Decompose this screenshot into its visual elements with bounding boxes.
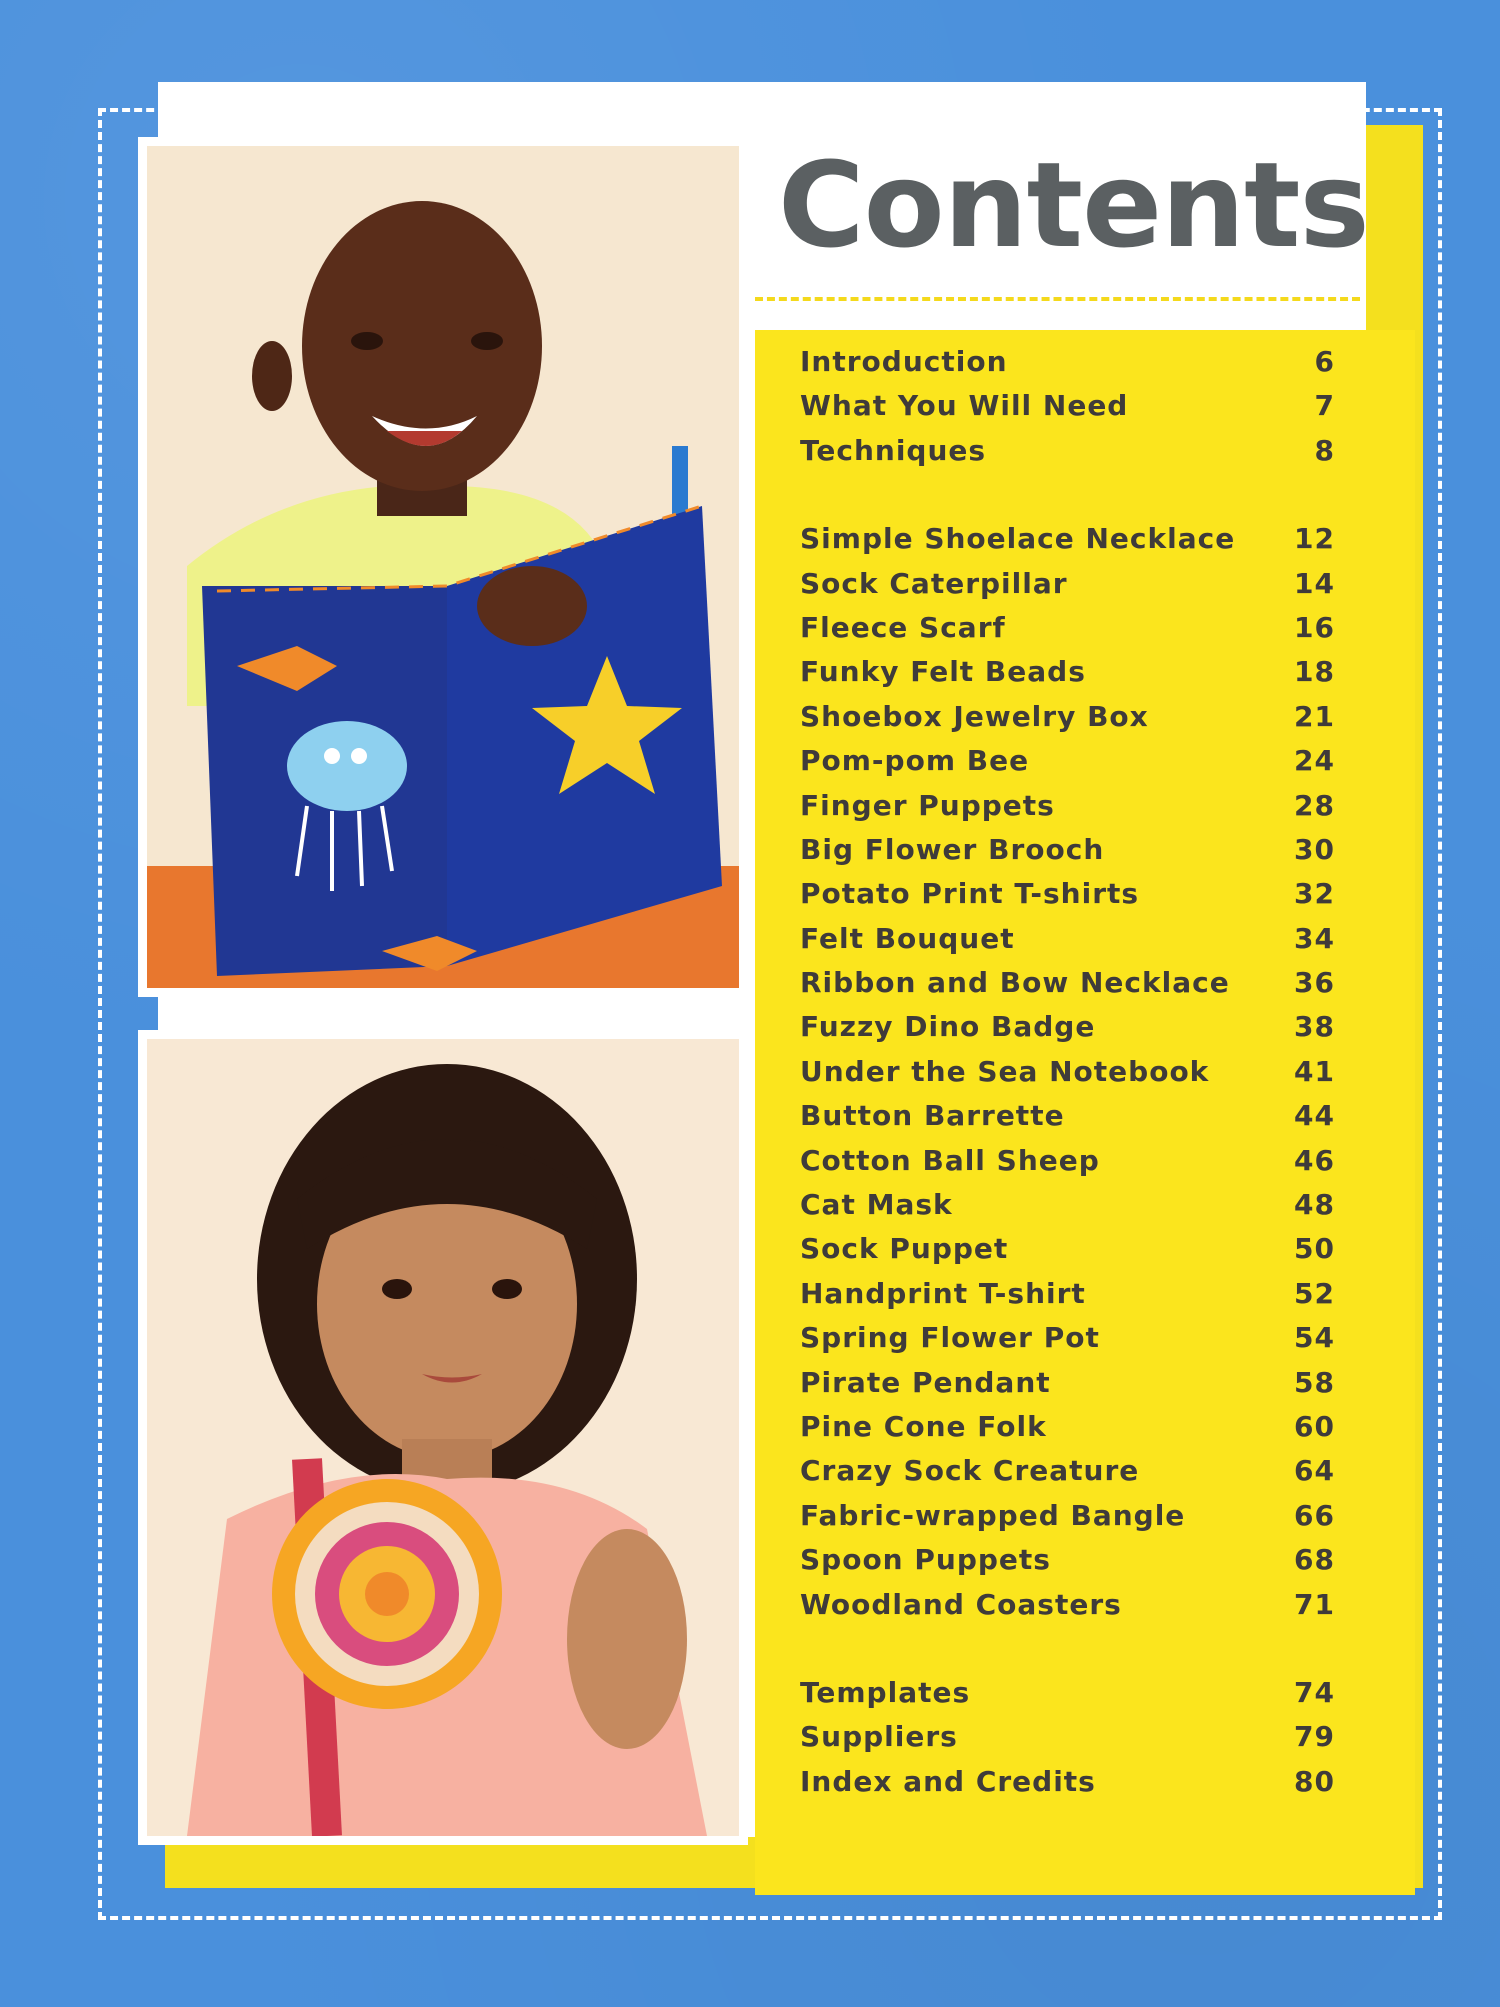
boy-illustration [147,146,739,988]
toc-entry-title: Techniques [800,433,987,467]
toc-entry-title: Fuzzy Dino Badge [800,1010,1096,1044]
toc-entry-title: Cat Mask [800,1188,953,1222]
toc-entry-title: What You Will Need [800,389,1129,423]
toc-entry-page: 79 [1294,1720,1335,1754]
toc-entry-page: 60 [1294,1409,1335,1443]
toc-entry[interactable] [800,567,1335,611]
toc-entry[interactable] [800,1499,1335,1543]
toc-entry[interactable] [800,1366,1335,1410]
toc-entry[interactable] [800,1543,1335,1587]
toc-entry-title: Introduction [800,345,1008,378]
toc-entry[interactable] [800,833,1335,877]
toc-entry-title: Ribbon and Bow Necklace [800,966,1230,1000]
toc-entry-page: 16 [1294,610,1335,644]
toc-entry-title: Cotton Ball Sheep [800,1143,1100,1177]
toc-entry[interactable] [800,1144,1335,1188]
toc-entry-page: 58 [1294,1365,1335,1399]
toc-entry-page: 38 [1294,1010,1335,1044]
toc-entry-title: Handprint T-shirt [800,1276,1086,1310]
toc-entry-title: Shoebox Jewelry Box [800,699,1149,733]
toc-entry-title: Crazy Sock Creature [800,1454,1140,1488]
toc-entry[interactable] [800,1232,1335,1276]
toc-entry[interactable] [800,1277,1335,1321]
toc-entry[interactable] [800,1765,1335,1809]
toc-entry[interactable] [800,1454,1335,1498]
toc-entry[interactable] [800,1720,1335,1764]
toc-entry[interactable] [800,877,1335,921]
toc-entry-page: 50 [1294,1232,1335,1266]
toc-entry-page: 30 [1294,832,1335,866]
toc-entry-page: 28 [1294,788,1335,822]
toc-entry-page: 80 [1294,1764,1335,1798]
toc-entry-page: 68 [1294,1543,1335,1577]
toc-entry[interactable] [800,1055,1335,1099]
toc-entry-page: 8 [1314,433,1335,467]
toc-entry-page: 6 [1314,345,1335,378]
toc-entry[interactable] [800,611,1335,655]
toc-entry-title: Spoon Puppets [800,1543,1051,1577]
table-of-contents [800,345,1335,1809]
toc-entry[interactable] [800,1188,1335,1232]
toc-entry-page: 54 [1294,1321,1335,1355]
toc-entry-page: 14 [1294,566,1335,600]
toc-entry-title: Simple Shoelace Necklace [800,522,1236,556]
toc-entry-title: Funky Felt Beads [800,655,1086,689]
toc-entry[interactable] [800,655,1335,699]
toc-entry-page: 52 [1294,1276,1335,1310]
toc-entry-title: Finger Puppets [800,788,1055,822]
toc-entry[interactable] [800,700,1335,744]
toc-entry[interactable] [800,1588,1335,1632]
title-dashed-rule [755,297,1360,301]
toc-entry-title: Pom-pom Bee [800,744,1030,778]
toc-entry[interactable] [800,966,1335,1010]
toc-entry-page: 36 [1294,966,1335,1000]
toc-entry-page: 32 [1294,877,1335,911]
toc-entry-title: Under the Sea Notebook [800,1054,1210,1088]
toc-entry-title: Big Flower Brooch [800,832,1105,866]
toc-entry[interactable] [800,922,1335,966]
toc-entry-page: 48 [1294,1188,1335,1222]
toc-entry-page: 24 [1294,744,1335,778]
toc-entry[interactable] [800,1410,1335,1454]
toc-entry[interactable] [800,389,1335,433]
toc-entry-page: 71 [1294,1587,1335,1621]
toc-entry-title: Felt Bouquet [800,921,1015,955]
toc-entry[interactable] [800,1676,1335,1720]
toc-entry-page: 21 [1294,699,1335,733]
toc-entry-page: 44 [1294,1099,1335,1133]
toc-entry[interactable] [800,522,1335,566]
toc-entry[interactable] [800,744,1335,788]
toc-entry-page: 74 [1294,1675,1335,1709]
toc-entry-title: Sock Caterpillar [800,566,1068,600]
toc-entry[interactable] [800,434,1335,478]
toc-entry-page: 34 [1294,921,1335,955]
toc-group-intro [800,345,1335,478]
toc-entry-title: Woodland Coasters [800,1587,1122,1621]
toc-entry-title: Suppliers [800,1720,958,1754]
toc-entry[interactable] [800,1099,1335,1143]
toc-entry-title: Potato Print T-shirts [800,877,1140,911]
toc-entry-page: 41 [1294,1054,1335,1088]
toc-entry-title: Fabric-wrapped Bangle [800,1498,1186,1532]
girl-illustration [147,1039,739,1836]
toc-entry-page: 7 [1314,389,1335,423]
toc-entry-page: 46 [1294,1143,1335,1177]
toc-entry-title: Sock Puppet [800,1232,1009,1266]
toc-entry-title: Fleece Scarf [800,610,1006,644]
toc-entry[interactable] [800,345,1335,389]
toc-entry-page: 18 [1294,655,1335,689]
toc-entry-title: Spring Flower Pot [800,1321,1100,1355]
toc-entry-title: Pine Cone Folk [800,1409,1047,1443]
boy-with-felt-notebook-photo [138,137,748,997]
toc-entry-title: Templates [800,1675,971,1709]
toc-entry-title: Pirate Pendant [800,1365,1051,1399]
page-title: Contents [778,136,1369,274]
toc-entry[interactable] [800,1321,1335,1365]
toc-entry-page: 66 [1294,1498,1335,1532]
toc-entry-title: Button Barrette [800,1099,1065,1133]
toc-entry-page: 12 [1294,522,1335,556]
toc-entry-title: Index and Credits [800,1764,1096,1798]
toc-group-projects [800,522,1335,1632]
toc-entry[interactable] [800,789,1335,833]
toc-entry-page: 64 [1294,1454,1335,1488]
girl-with-flower-brooch-photo [138,1030,748,1845]
toc-entry[interactable] [800,1010,1335,1054]
toc-group-back-matter [800,1676,1335,1809]
